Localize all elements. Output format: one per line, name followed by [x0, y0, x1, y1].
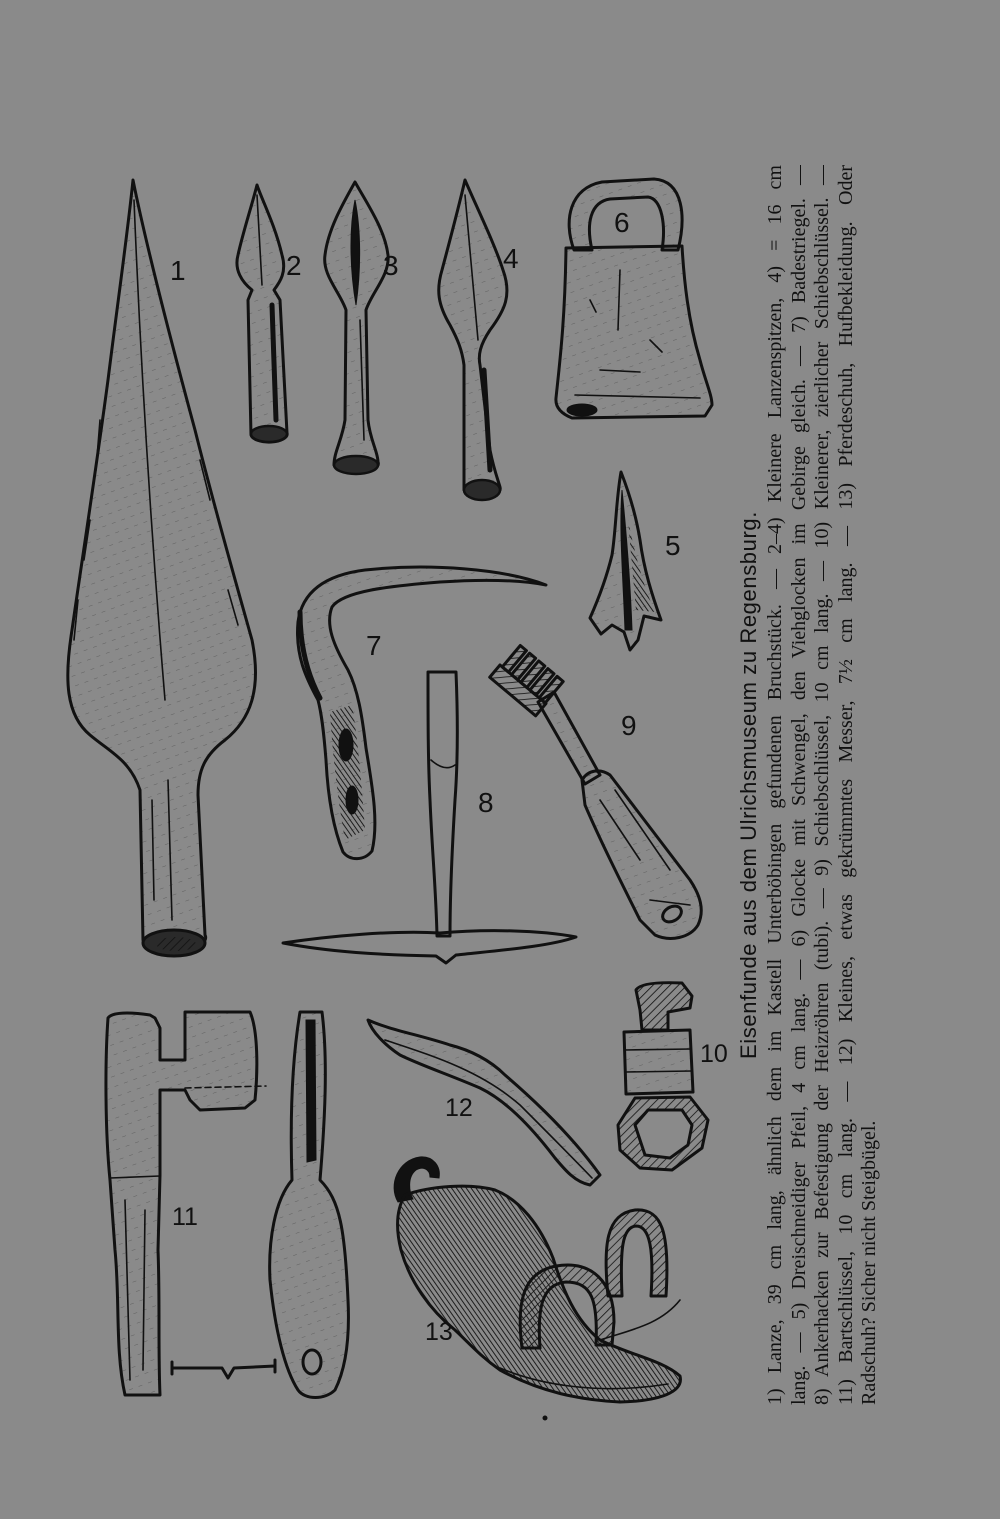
lance-outline [68, 180, 256, 950]
label-6: 6 [614, 207, 630, 238]
ink-speck [543, 1416, 547, 1420]
artifact-6-bell [556, 179, 712, 418]
artifact-9-key [490, 644, 702, 939]
label-12: 12 [445, 1094, 473, 1122]
artifact-10-key [618, 983, 708, 1170]
caption-block [734, 165, 882, 1405]
bell-body [556, 246, 712, 418]
label-4: 4 [503, 243, 519, 274]
key-11-slot [306, 1020, 316, 1162]
artifact-13-hipposandal [394, 1157, 680, 1402]
label-5: 5 [665, 530, 681, 561]
spearhead-3-socket-opening [334, 456, 378, 474]
artifact-1-lance [68, 180, 256, 956]
label-8: 8 [478, 787, 494, 818]
label-1: 1 [170, 255, 186, 286]
artifact-12-knife [368, 1020, 600, 1185]
artifact-3-spearhead [325, 182, 388, 474]
caption-line-5: Radschuh? Sicher nicht Steigbügel. [858, 1120, 880, 1405]
key-9-shaft [538, 692, 600, 784]
artifact-4-spearhead [439, 180, 507, 500]
caption-line-1: 1) Lanze, 39 cm lang, ähnlich dem im Kastell Unterböbingen gefundenen Bruchstück. — 2–4) Kleinere Lanzenspitzen, 4) = 16 cm [764, 165, 786, 1405]
label-10: 10 [700, 1040, 728, 1068]
spearhead-4-socket-opening [464, 480, 500, 500]
anchor-hook-knot [431, 760, 455, 768]
caption-line-3: 8) Ankerhacken zur Befestigung der Heizröhren (tubi). — 9) Schiebschlüssel, 10 cm lang. — 10) Kleinerer, zierlicher Schiebschlüssel. — [811, 165, 833, 1405]
anchor-hook-shank [428, 672, 457, 936]
label-7: 7 [366, 630, 382, 661]
key-11-hole [303, 1350, 321, 1374]
bell-opening [567, 404, 597, 416]
label-3: 3 [383, 250, 399, 281]
key-10-shank [624, 1030, 693, 1094]
key-9-handle [582, 771, 701, 939]
lance-socket-inner [156, 937, 196, 951]
anchor-hook-crossbar [283, 931, 576, 963]
scale-bar [172, 1360, 275, 1378]
caption-line-2: lang. — 5) Dreischneidiger Pfeil, 4 cm lang. — 6) Glocke mit Schwengel, den Viehglocken im Gebirge gleich. — 7) Badestriegel. — [787, 165, 810, 1405]
spearhead-2-outline [237, 185, 287, 442]
hipposandal-back-ring [606, 1210, 667, 1296]
artifact-7-strigil [298, 567, 546, 859]
label-2: 2 [286, 250, 302, 281]
spearhead-2-socket-opening [251, 426, 287, 442]
artifact-11-key [106, 1012, 348, 1398]
caption-line-4: 11) Bartschlüssel, 10 cm lang. — 12) Kleines, etwas gekrümmtes Messer, 7½ cm lang. — 13) Pferdeschuh, Hufbekleidung. Oder [834, 165, 857, 1405]
label-9: 9 [621, 710, 637, 741]
strigil-handle-hole-lower [346, 786, 358, 814]
strigil-handle-hole-upper [339, 729, 353, 761]
label-11: 11 [172, 1203, 198, 1231]
knife-outline [368, 1020, 600, 1185]
artifact-2-spearhead [237, 185, 287, 442]
caption-title: Eisenfunde aus dem Ulrichsmuseum zu Regensburg. [736, 511, 761, 1059]
artifact-5-arrowhead [590, 472, 661, 650]
spearhead-4-outline [439, 180, 507, 499]
label-13: 13 [425, 1318, 453, 1346]
key-10-bit [636, 983, 692, 1030]
